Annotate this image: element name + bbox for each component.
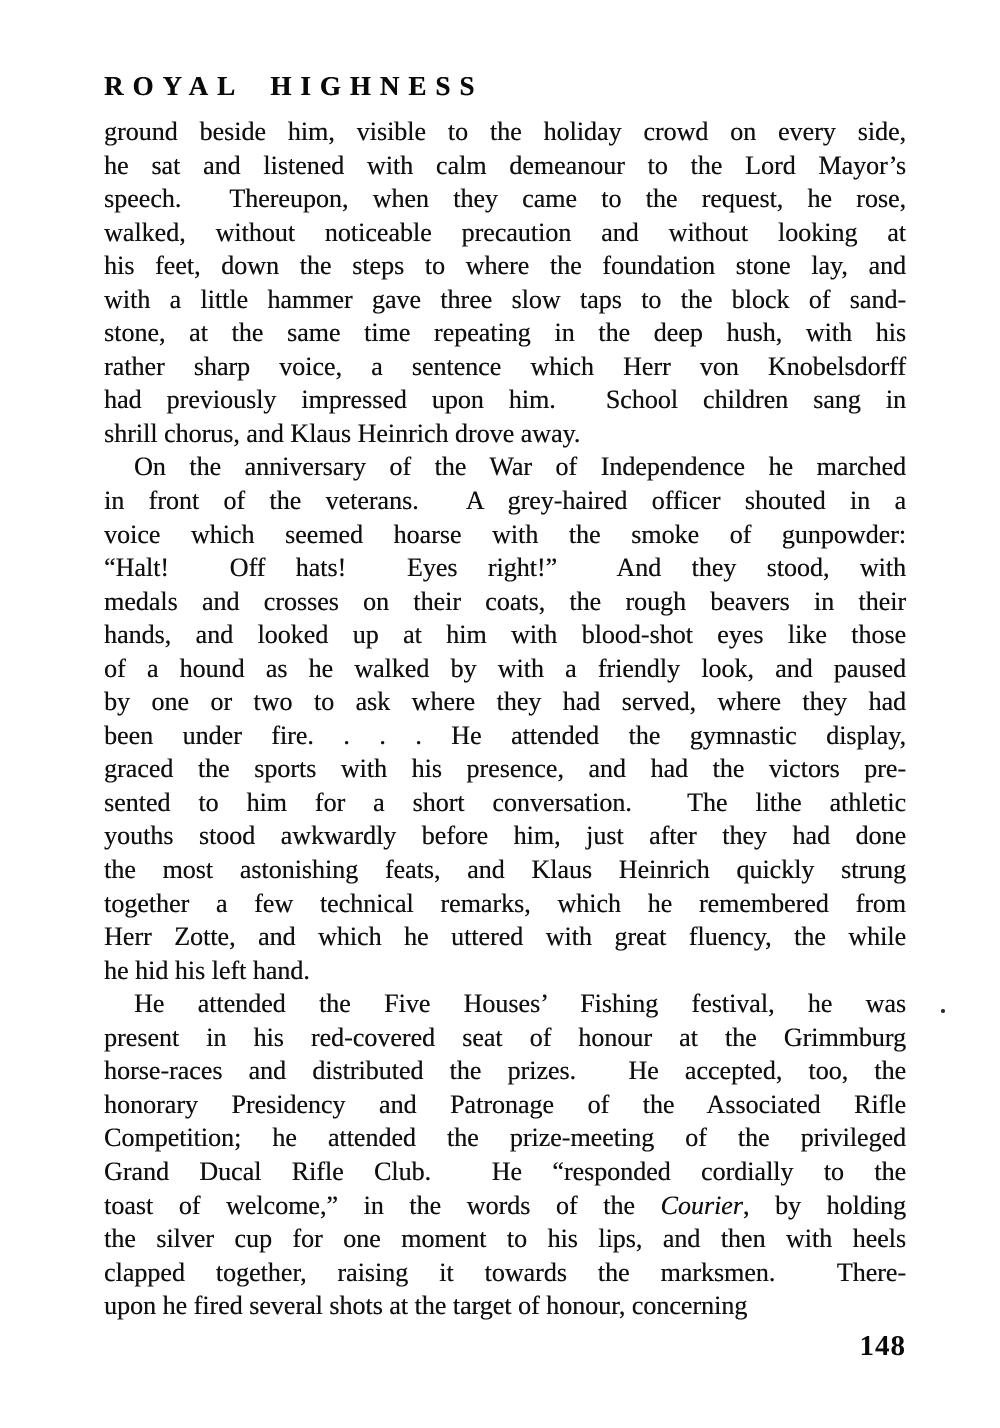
- text-line: the silver cup for one moment to his lips, and then with heels: [104, 1224, 906, 1254]
- text-line: voice which seemed hoarse with the smoke of gunpowder:: [104, 519, 906, 549]
- text-line: stone, at the same time repeating in the deep hush, with his: [104, 318, 906, 348]
- text-line: upon he fired several shots at the target of honour, concerning: [104, 1291, 748, 1321]
- page-number: 148: [859, 1329, 906, 1362]
- text-line: Grand Ducal Rifle Club. He “responded cordially to the: [104, 1156, 906, 1186]
- text-line: On the anniversary of the War of Independence he marched: [134, 452, 906, 482]
- text-line: rather sharp voice, a sentence which Herr von Knobelsdorff: [104, 351, 906, 381]
- text-line: sented to him for a short conversation. The lithe athletic: [104, 787, 906, 817]
- text-line: had previously impressed upon him. School children sang in: [104, 385, 906, 415]
- text-line: Competition; he attended the prize-meeting of the privileged: [104, 1123, 906, 1153]
- text-line: shrill chorus, and Klaus Heinrich drove away.: [104, 418, 581, 448]
- text-line: Herr Zotte, and which he uttered with great fluency, the while: [104, 922, 906, 952]
- text-line: horse-races and distributed the prizes. He accepted, too, the: [104, 1056, 906, 1086]
- text-line: clapped together, raising it towards the marksmen. There-: [104, 1257, 906, 1287]
- text-line: medals and crosses on their coats, the rough beavers in their: [104, 586, 906, 616]
- text-line: with a little hammer gave three slow taps to the block of sand-: [104, 284, 906, 314]
- paragraph: [104, 450, 906, 987]
- scan-speck: [941, 1009, 945, 1013]
- text-line: hands, and looked up at him with blood-shot eyes like those: [104, 620, 906, 650]
- text-line: youths stood awkwardly before him, just after they had done: [104, 821, 906, 851]
- text-line: walked, without noticeable precaution and without looking at: [104, 217, 906, 247]
- text-line: he sat and listened with calm demeanour to the Lord Mayor’s: [104, 150, 906, 180]
- text-line: toast of welcome,” in the words of the Courier, by holding: [104, 1190, 906, 1220]
- text-line: honorary Presidency and Patronage of the Associated Rifle: [104, 1089, 906, 1119]
- text-block: [104, 115, 906, 1323]
- text-line: He attended the Five Houses’ Fishing festival, he was: [134, 989, 906, 1019]
- text-line: of a hound as he walked by with a friendly look, and paused: [104, 653, 906, 683]
- text-line: ground beside him, visible to the holiday crowd on every side,: [104, 117, 906, 146]
- text-line: together a few technical remarks, which he remembered from: [104, 888, 906, 918]
- text-line: by one or two to ask where they had served, where they had: [104, 687, 906, 717]
- italic-text: Courier: [660, 1190, 743, 1220]
- text-column: [104, 70, 906, 1361]
- paragraph: [104, 115, 906, 450]
- text-line: present in his red-covered seat of honour at the Grimmburg: [104, 1022, 906, 1052]
- text-line: his feet, down the steps to where the foundation stone lay, and: [104, 251, 906, 281]
- paragraph: [104, 987, 906, 1322]
- text-line: speech. Thereupon, when they came to the request, he rose,: [104, 184, 906, 214]
- text-line: “Halt! Off hats! Eyes right!” And they stood, with: [104, 553, 906, 583]
- text-line: he hid his left hand.: [104, 955, 310, 985]
- running-header: ROYAL HIGHNESS: [104, 71, 484, 101]
- text-line: been under fire. . . . He attended the gymnastic display,: [104, 720, 906, 750]
- text-line: graced the sports with his presence, and had the victors pre-: [104, 754, 906, 784]
- text-line: in front of the veterans. A grey-haired officer shouted in a: [104, 486, 906, 516]
- text-line: the most astonishing feats, and Klaus Heinrich quickly strung: [104, 855, 906, 885]
